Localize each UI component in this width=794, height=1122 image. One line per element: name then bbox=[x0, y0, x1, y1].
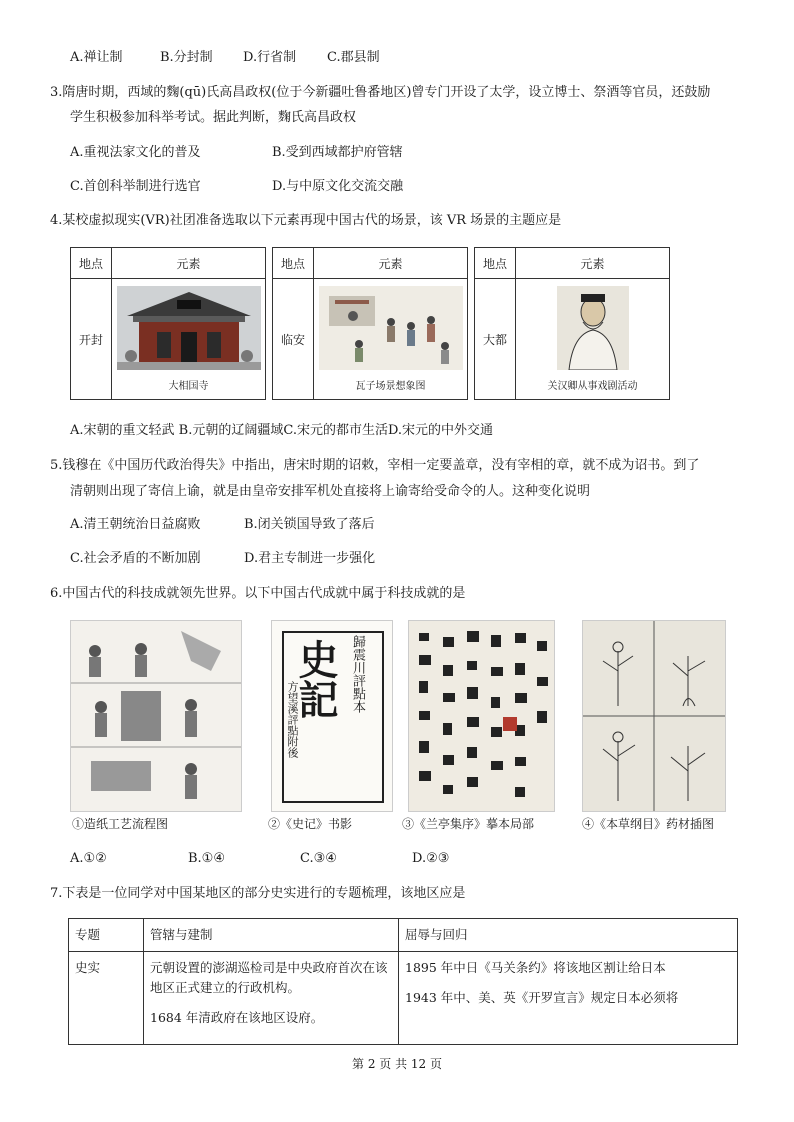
q5-option-c: C.社会矛盾的不断加剧 bbox=[70, 551, 201, 566]
q6-stem: 6.中国古代的科技成就领先世界。以下中国古代成就中属于科技成就的是 bbox=[50, 586, 466, 601]
papermaking-image bbox=[70, 620, 242, 812]
q2-option-c: C.郡县制 bbox=[327, 50, 380, 65]
q7-table bbox=[68, 918, 738, 1045]
caption-papermaking: ①造纸工艺流程图 bbox=[72, 817, 169, 831]
q7-header-topic: 专题 bbox=[69, 919, 144, 952]
q7-header-admin: 管辖与建制 bbox=[144, 919, 399, 952]
q6-option-c: C.③④ bbox=[300, 851, 337, 866]
vr-table-dadu bbox=[474, 247, 670, 400]
page-footer: 第 2 页 共 12 页 bbox=[352, 1057, 442, 1071]
caption-temple: 大相国寺 bbox=[168, 381, 209, 392]
place-linan: 临安 bbox=[273, 279, 314, 400]
q3-option-b: B.受到西域都护府管辖 bbox=[272, 145, 403, 160]
q3-option-a: A.重视法家文化的普及 bbox=[70, 145, 201, 160]
vr-table-linan bbox=[272, 247, 468, 400]
q7-humiliation-fact-1: 1895 年中日《马关条约》将该地区割让给日本 bbox=[405, 960, 666, 975]
q2-option-b: B.分封制 bbox=[160, 50, 213, 65]
caption-bencao: ④《本草纲目》药材插图 bbox=[582, 817, 715, 831]
q7-admin-fact-2: 1684 年清政府在该地区设府。 bbox=[150, 1010, 324, 1025]
header-element: 元素 bbox=[112, 248, 266, 279]
q4-options: A.宋朝的重文轻武 B.元朝的辽阔疆域C.宋元的都市生活D.宋元的中外交通 bbox=[70, 423, 494, 438]
q5-stem-line1: 5.钱穆在《中国历代政治得失》中指出，唐宋时期的诏敕，宰相一定要盖章，没有宰相的章，就不成为诏书。到了 bbox=[50, 458, 700, 473]
caption-lanting: ③《兰亭集序》摹本局部 bbox=[402, 817, 535, 831]
q5-option-b: B.闭关锁国导致了落后 bbox=[244, 517, 375, 532]
q2-option-a: A.禅让制 bbox=[70, 50, 123, 65]
q5-option-a: A.清王朝统治日益腐败 bbox=[70, 517, 201, 532]
bencao-image bbox=[582, 620, 726, 812]
header-element: 元素 bbox=[314, 248, 468, 279]
q2-option-d: D.行省制 bbox=[243, 50, 297, 65]
q3-option-d: D.与中原文化交流交融 bbox=[272, 179, 404, 194]
place-dadu: 大都 bbox=[475, 279, 516, 400]
header-place: 地点 bbox=[273, 248, 314, 279]
header-place: 地点 bbox=[475, 248, 516, 279]
vr-table-kaifeng bbox=[70, 247, 266, 400]
caption-shiji: ②《史记》书影 bbox=[268, 817, 353, 831]
q5-stem-line2: 清朝则出现了寄信上谕，就是由皇帝安排军机处直接将上谕寄给受命令的人。这种变化说明 bbox=[70, 484, 591, 499]
book-small-text: 方望溪評點附後 bbox=[286, 681, 299, 758]
header-place: 地点 bbox=[71, 248, 112, 279]
q3-option-c: C.首创科举制进行选官 bbox=[70, 179, 201, 194]
q7-humiliation-fact-2: 1943 年中、美、英《开罗宣言》规定日本必须将 bbox=[405, 990, 679, 1005]
book-side-text: 歸震川評點本 bbox=[350, 635, 365, 713]
shiji-book-image bbox=[271, 620, 393, 812]
q3-stem-line2: 学生积极参加科举考试。据此判断，麴氏高昌政权 bbox=[70, 110, 357, 125]
guan-hanqing-portrait bbox=[521, 286, 665, 370]
temple-image bbox=[117, 286, 261, 370]
lanting-image bbox=[408, 620, 555, 812]
q3-stem-line1: 3.隋唐时期，西域的麴(qū)氏高昌政权(位于今新疆吐鲁番地区)曾专门开设了太学，设立博士、祭酒等官员，还鼓励 bbox=[50, 85, 711, 100]
place-kaifeng: 开封 bbox=[71, 279, 112, 400]
book-title: 史記 bbox=[292, 639, 339, 719]
header-element: 元素 bbox=[516, 248, 670, 279]
q7-row-label: 史实 bbox=[69, 952, 144, 1045]
wazi-scene-image bbox=[319, 286, 463, 370]
q5-option-d: D.君主专制进一步强化 bbox=[244, 551, 376, 566]
q4-stem: 4.某校虚拟现实(VR)社团准备选取以下元素再现中国古代的场景，该 VR 场景的主题应是 bbox=[50, 213, 562, 228]
q6-option-d: D.②③ bbox=[412, 851, 450, 866]
q7-header-humiliation: 屈辱与回归 bbox=[399, 919, 738, 952]
caption-wazi: 瓦子场景想象图 bbox=[355, 381, 426, 392]
q7-admin-fact-1: 元朝设置的澎湖巡检司是中央政府首次在该地区正式建立的行政机构。 bbox=[150, 960, 388, 995]
q7-stem: 7.下表是一位同学对中国某地区的部分史实进行的专题梳理，该地区应是 bbox=[50, 886, 466, 901]
caption-guan: 关汉卿从事戏剧活动 bbox=[547, 381, 638, 392]
q6-option-b: B.①④ bbox=[188, 851, 225, 866]
q6-option-a: A.①② bbox=[70, 851, 107, 866]
